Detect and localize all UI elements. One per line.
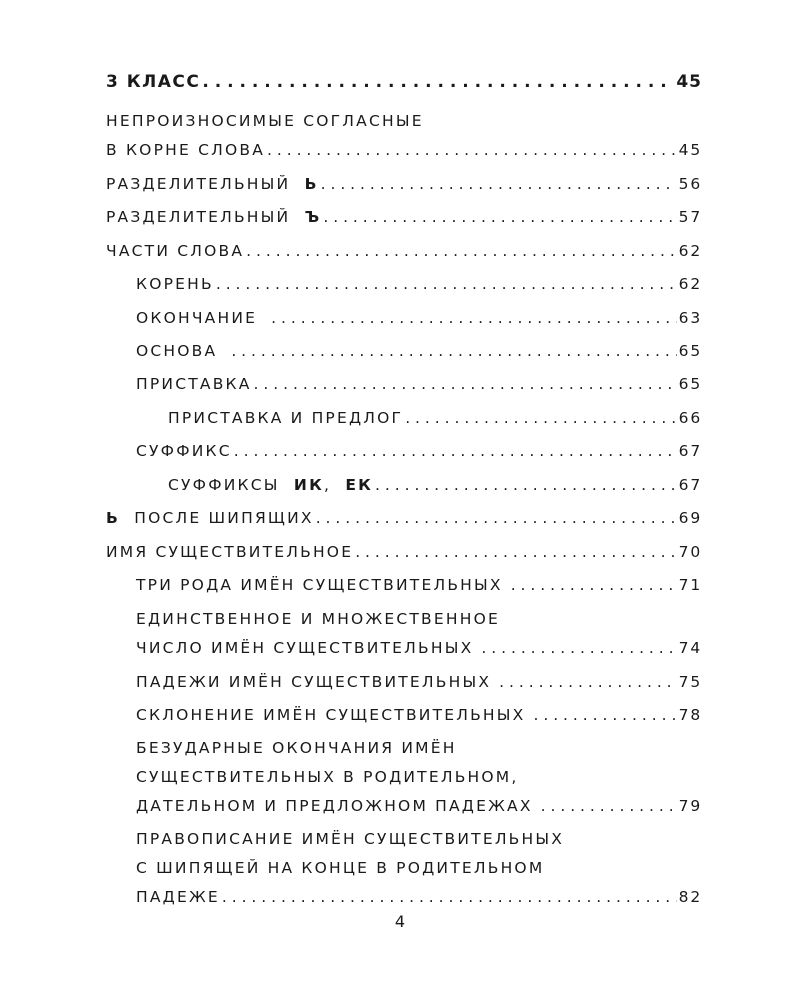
toc-title: СКЛОНЕНИЕ ИМЁН СУЩЕСТВИТЕЛЬНЫХ [136,706,526,724]
toc-page: 79 [678,797,702,815]
toc-entry-word-parts[interactable] [106,241,702,261]
toc-entry-noun[interactable] [106,542,702,562]
toc-leader [271,308,677,328]
toc-entry-cases[interactable] [136,672,702,692]
toc-entry-spelling-line1[interactable]: ПРАВОПИСАНИЕ ИМЁН СУЩЕСТВИТЕЛЬНЫХ [136,830,565,848]
suffix-ik: ИК [293,476,324,494]
toc-title-text: РАЗДЕЛИТЕЛЬНЫЙ [106,208,291,226]
toc-page: 82 [678,888,702,906]
toc-leader [481,638,676,658]
toc-entry-soft-after-sibilants[interactable] [106,508,702,528]
toc-leader [355,542,676,562]
toc-page: 74 [678,639,702,657]
toc-title: В КОРНЕ СЛОВА [106,141,266,159]
toc-title: 3 КЛАСС [106,72,201,92]
soft-sign-letter: Ь [304,175,319,193]
toc-page: 57 [678,208,702,226]
toc-title: ПРИСТАВКА [136,375,252,393]
toc-entry-number[interactable] [136,638,702,658]
toc-leader [267,140,677,160]
toc-page: 67 [678,476,702,494]
toc-leader [202,72,674,92]
toc-page: 69 [678,509,702,527]
toc-leader [254,374,677,394]
toc-page: 75 [678,673,702,691]
toc-leader [316,508,677,528]
toc-entry-suffixes-ik-ek[interactable] [168,475,702,495]
toc-leader [533,705,676,725]
toc-title: ОСНОВА [136,342,218,360]
toc-leader [323,207,676,227]
toc-entry-suffix[interactable] [136,441,702,461]
toc-entry-unstressed-line2[interactable]: СУЩЕСТВИТЕЛЬНЫХ В РОДИТЕЛЬНОМ, [136,768,519,786]
toc-entry-spelling-line2[interactable]: С ШИПЯЩЕЙ НА КОНЦЕ В РОДИТЕЛЬНОМ [136,859,545,877]
toc-entry-grade-3[interactable] [106,72,702,92]
toc-entry-spelling-sibilant[interactable] [136,887,702,907]
toc-leader [405,408,676,428]
toc-leader [222,887,677,907]
toc-page: 45 [678,141,702,159]
toc-entry-unpronounceable[interactable] [106,140,702,160]
toc-leader [541,796,677,816]
toc-title: СУФФИКС [136,442,232,460]
toc-page: 78 [678,706,702,724]
toc-page: 62 [678,275,702,293]
toc-page: 56 [678,175,702,193]
toc-title-text: ПОСЛЕ ШИПЯЩИХ [134,509,314,527]
toc-title: ПРИСТАВКА И ПРЕДЛОГ [168,409,404,427]
toc-title: ТРИ РОДА ИМЁН СУЩЕСТВИТЕЛЬНЫХ [136,576,503,594]
comma: , [323,476,332,494]
toc-entry-soft-sign-separator[interactable] [106,174,702,194]
toc-entry-root[interactable] [136,274,702,294]
toc-title [168,475,373,495]
toc-page: 45 [676,72,702,92]
toc-title: ПАДЕЖЕ [136,888,220,906]
toc-title-text: РАЗДЕЛИТЕЛЬНЫЙ [106,175,291,193]
toc-page: 71 [678,576,702,594]
toc-entry-number-line1[interactable]: ЕДИНСТВЕННОЕ И МНОЖЕСТВЕННОЕ [136,610,500,628]
toc-leader [216,274,677,294]
toc-entry-prefix[interactable] [136,374,702,394]
toc-title: ИМЯ СУЩЕСТВИТЕЛЬНОЕ [106,543,354,561]
toc-page: 63 [678,309,702,327]
toc-entry-unstressed-line1[interactable]: БЕЗУДАРНЫЕ ОКОНЧАНИЯ ИМЁН [136,739,457,757]
toc-title-text: СУФФИКСЫ [168,476,280,494]
toc-page: 62 [678,242,702,260]
toc-entry-hard-sign-separator[interactable] [106,207,702,227]
toc-page: 65 [678,342,702,360]
toc-leader [375,475,677,495]
soft-sign-letter: Ь [106,509,121,527]
toc-page: 65 [678,375,702,393]
toc-entry-stem[interactable] [136,341,702,361]
toc-leader [246,241,677,261]
toc-leader [511,575,677,595]
toc-title: ОКОНЧАНИЕ [136,309,258,327]
toc-leader [231,341,676,361]
toc-entry-unstressed-endings[interactable] [136,796,702,816]
toc-title [106,174,319,194]
toc-title: ЧАСТИ СЛОВА [106,242,245,260]
toc-title: ЧИСЛО ИМЁН СУЩЕСТВИТЕЛЬНЫХ [136,639,474,657]
toc-entry-ending[interactable] [136,308,702,328]
toc-title [106,207,321,227]
toc-leader [234,441,677,461]
hard-sign-letter: Ъ [304,208,322,226]
toc-entry-three-genders[interactable] [136,575,702,595]
suffix-ek: ЕК [345,476,374,494]
toc-title: КОРЕНЬ [136,275,214,293]
toc-title: ДАТЕЛЬНОМ И ПРЕДЛОЖНОМ ПАДЕЖАХ [136,797,533,815]
toc-entry-unpronounceable-line1[interactable]: НЕПРОИЗНОСИМЫЕ СОГЛАСНЫЕ [106,112,424,130]
toc-entry-prefix-preposition[interactable] [168,408,702,428]
page-number: 4 [394,912,406,931]
toc-entry-declension[interactable] [136,705,702,725]
toc-leader [321,174,677,194]
toc-page: 67 [678,442,702,460]
toc-page: 70 [678,543,702,561]
toc-leader [499,672,677,692]
toc-title: ПАДЕЖИ ИМЁН СУЩЕСТВИТЕЛЬНЫХ [136,673,492,691]
toc-title [106,508,314,528]
toc-page: 66 [678,409,702,427]
